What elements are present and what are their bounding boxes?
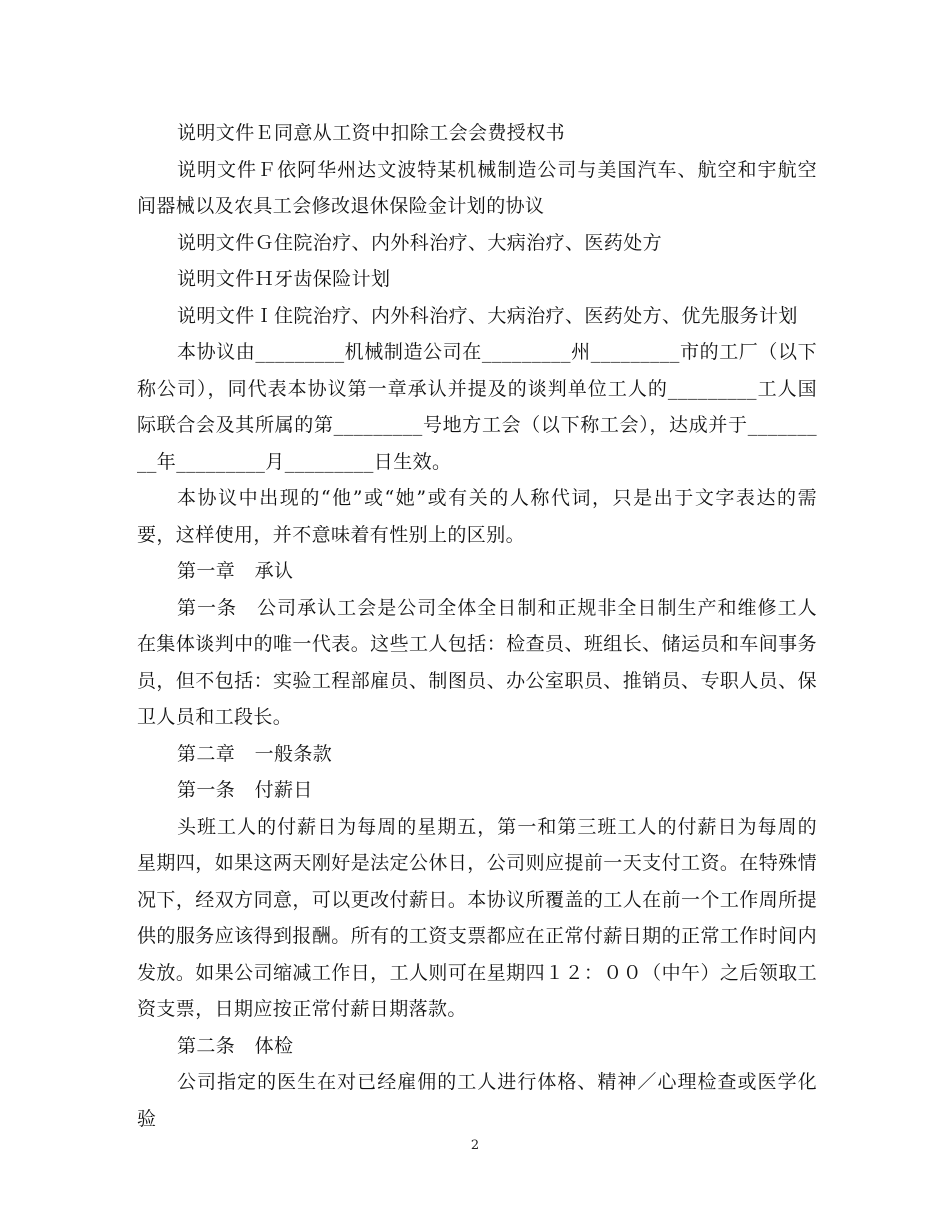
article-1-payday-text: 头班工人的付薪日为每周的星期五，第一和第三班工人的付薪日为每周的星期四，如果这两天刚好是法定公休日，公司则应提前一天支付工资。在特殊情况下，经双方同意，可以更改付薪日。本协议所覆盖的工人在前一个工作周所提供的服务应该得到报酬。所有的工资支票都应在正常付薪日期的正常工作时间内发放。如果公司缩减工作日，工人则可在星期四１２：００（中午）之后领取工资支票，日期应按正常付薪日期落款。 — [137, 815, 817, 1020]
paragraph-exhibit-g: 说明文件Ｇ住院治疗、内外科治疗、大病治疗、医药处方 — [177, 231, 663, 254]
chapter-1-heading: 第一章 承认 — [177, 560, 294, 582]
paragraph-exhibit-f: 说明文件Ｆ依阿华州达文波特某机械制造公司与美国汽车、航空和宇航空间器械以及农具工会修改退休保险金计划的协议 — [137, 158, 817, 217]
paragraph-pronoun-note: 本协议中出现的“他”或“她”或有关的人称代词，只是出于文字表达的需要，这样使用，并不意味着有性别上的区别。 — [137, 487, 817, 546]
document-body — [137, 115, 817, 1137]
paragraph-exhibit-h: 说明文件Ｈ牙齿保险计划 — [177, 268, 391, 290]
paragraph-agreement-parties: 本协议由_________机械制造公司在_________州_________市的工厂（以下称公司），同代表本协议第一章承认并提及的谈判单位工人的_________工人国际联合会及其所属的第_________号地方工会（以下称工会），达成并于_________年_________月_________日生效。 — [137, 341, 817, 473]
chapter-2-heading: 第二章 一般条款 — [177, 742, 333, 765]
paragraph-exhibit-e: 说明文件Ｅ同意从工资中扣除工会会费授权书 — [177, 122, 566, 144]
article-1-heading-payday: 第一条 付薪日 — [177, 779, 313, 801]
paragraph-exhibit-i: 说明文件Ｉ住院治疗、内外科治疗、大病治疗、医药处方、优先服务计划 — [177, 304, 798, 327]
chapter-1-article-1: 第一条 公司承认工会是公司全体全日制和正规非全日制生产和维修工人在集体谈判中的唯一代表。这些工人包括：检查员、班组长、储运员和车间事务员，但不包括：实验工程部雇员、制图员、办公室职员、推销员、专职人员、保卫人员和工段长。 — [137, 596, 817, 728]
article-2-physical-exam-text: 公司指定的医生在对已经雇佣的工人进行体格、精神／心理检查或医学化验 — [137, 1071, 817, 1130]
article-2-heading-physical-exam: 第二条 体检 — [177, 1034, 294, 1057]
page-number: 2 — [470, 1138, 480, 1153]
